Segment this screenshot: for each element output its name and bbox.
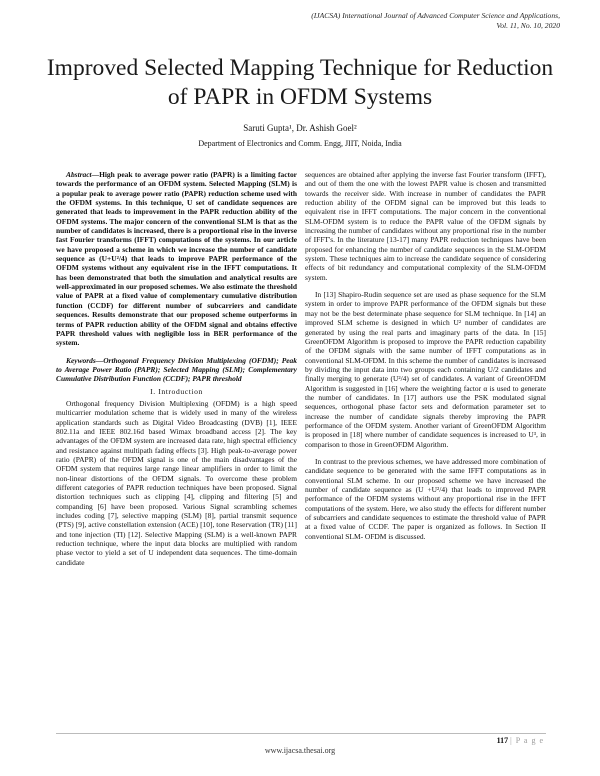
journal-name: (IJACSA) International Journal of Advanced Computer Science and Applications, <box>311 11 560 20</box>
abstract-text: High peak to average power ratio (PAPR) is a limiting factor towards the performance of an OFDM system. Selected Mapping (SLM) is a popular peak to average power ratio (PAPR) reduction scheme used with the OFDM systems. In this technique, U set of candidate sequences are generated that leads to improvement in the PAPR reduction ability of the OFDM systems. The major concern of the conventional SLM is that as the number of candidates is increased, there is a proportional rise in the inverse fast Fourier transforms (IFFT) computations of the systems. In our article we have proposed a scheme in which we increase the number of candidate sequence as (U+U²/4) that leads to improve PAPR performance of the OFDM systems without any equivalent rise in the IFFT computations. It has been demonstrated that both the simulation and analytical results are well-approximated in our proposed schemes. We also estimate the threshold value of PAPR at a fixed value of complementary cumulative distribution function (CCDF) for different number of subcarriers and candidate sequences. Results demonstrate that our proposed scheme outperforms in terms of PAPR reduction ability of the OFDM signal and obtains effective PAPR threshold values with negligible loss in BER performance of the system. <box>56 170 297 348</box>
section-heading-introduction: I. Introduction <box>150 386 203 396</box>
running-header <box>160 11 560 31</box>
title-line-2: of PAPR in OFDM Systems <box>167 84 433 110</box>
keywords-text: Orthogonal Frequency Division Multiplexing (OFDM); Peak to Average Power Ratio (PAPR); Selected Mapping (SLM); Complementary Cumulative Distribution Function (CCDF); PAPR threshold <box>56 355 297 384</box>
journal-website: www.ijacsa.thesai.org <box>264 746 336 755</box>
footer-divider <box>56 733 546 734</box>
affiliation: Department of Electronics and Comm. Engg, JIIT, Noida, India <box>198 139 402 148</box>
author-list: Saruti Gupta¹, Dr. Ashish Goel² <box>243 123 357 133</box>
keywords-label: Keywords— <box>66 355 104 365</box>
right-paragraph-2: In [13] Shapiro-Rudin sequence set are used as phase sequence for the SLM system in order to improve PAPR performance of the OFDM signals but these may not be the best determinate phase sequence for SLM technique. In [14] an improved SLM scheme is designed in which U² number of candidates are generated by using the real parts and imaginary parts of the data. In [15] GreenOFDM Algorithm is proposed to improve the PAPR reduction capability of the OFDM signals with the same number of IFFT computations as in conventional SLM-OFDM. In this scheme the number of candidates is increased by dividing the input data into two groups each containing U/2 candidates and finally merging to generate (U²/4) set of candidates. A variant of GreenOFDM Algorithm is suggested in [16] where the weighting factor α is used to generate the number of candidates. In [17] authors use the PSK modulated signal sequences, orthogonal phase factor sets and deformation parameter set to increase the number of candidate signals thereby improving the PAPR performance of the OFDM system. Another variant of GreenOFDM Algorithm is proposed in [18] where number of candidate sequences is increased to U³, in comparison to those in GreenOFDM Algorithm. <box>305 290 546 449</box>
intro-paragraph: Orthogonal frequency Division Multiplexing (OFDM) is a high speed multicarrier modulation scheme that is widely used in many of the wireless application standards such as Digital Video Broadcasting (DVB) [1], IEEE 802.11a and IEEE 802.16d based Wimax broadband access [2]. The key advantages of the OFDM system are increased data rate, high spectral efficiency and resistance against multipath fading effects [3]. High peak-to-average power ratio (PAPR) of the OFDM signal is one of the main disadvantages of the OFDM system that requires large range linear amplifiers in order to limit the non-linear distortions of the OFDM signals. To overcome these problem different categories of PAPR reduction techniques have been proposed. Signal distortion techniques such as clipping [4], clipping and filtering [5] and companding [6] have been proposed. Various Signal scrambling schemes includes coding [7], selective mapping (SLM) [8], partial transmit sequence (PTS) [9], active constellation extension (ACE) [10], tone Reservation (TR) [11] and tone injection (TI) [12]. Selective Mapping (SLM) is a well-known PAPR reduction technique, where the input data blocks are multiplied with random phase vector to yield a set of U independent data sequences. The time-domain candidate <box>56 398 297 567</box>
left-column <box>56 170 297 570</box>
keywords <box>56 356 297 384</box>
journal-volume: Vol. 11, No. 10, 2020 <box>496 21 560 30</box>
abstract <box>56 170 297 348</box>
right-column <box>305 170 546 544</box>
abstract-label: Abstract— <box>66 170 100 179</box>
page-number-block <box>497 736 544 745</box>
page-label: | P a g e <box>510 736 544 745</box>
page-number: 117 <box>496 736 509 745</box>
paper-title <box>30 54 570 112</box>
title-line-1: Improved Selected Mapping Technique for Reduction <box>46 55 554 81</box>
right-paragraph-1: sequences are obtained after applying the inverse fast Fourier transform (IFFT), and out of them the one with the lowest PAPR value is chosen and transmitted towards the receiver side. With increase in number of candidates the PAPR reduction ability of the OFDM signal can be improved but this leads to equivalent rise in IFFT computations. The major concern in the conventional SLM-OFDM system is to reduce the PAPR value of the OFDM signals by increasing the number of candidates without any proportional rise in the number of IFFT's. In the literature [13-17] many PAPR reduction techniques have been proposed for enhancing the number of candidate sequences in the SLM-OFDM system. These techniques aim to increase the candidate sequence of considering effects of bit redundancy and computational complexity of the SLM-OFDM system. <box>305 170 546 282</box>
right-paragraph-3: In contrast to the previous schemes, we have addressed more combination of candidate sequence to be generated with the same IFFT computations as in conventional SLM scheme. In our proposed scheme we have increased the number of candidate sequence as (U +U²/4) that leads to improved PAPR performance of the OFDM systems without any proportional rise in the IFFT computations of the system. Here, we also study the effects for different number of subcarriers and candidate sequences to estimate the threshold value of PAPR at a fixed value of CCDF. The paper is organized as follows. In Section II conventional SLM- OFDM is discussed. <box>305 456 546 541</box>
